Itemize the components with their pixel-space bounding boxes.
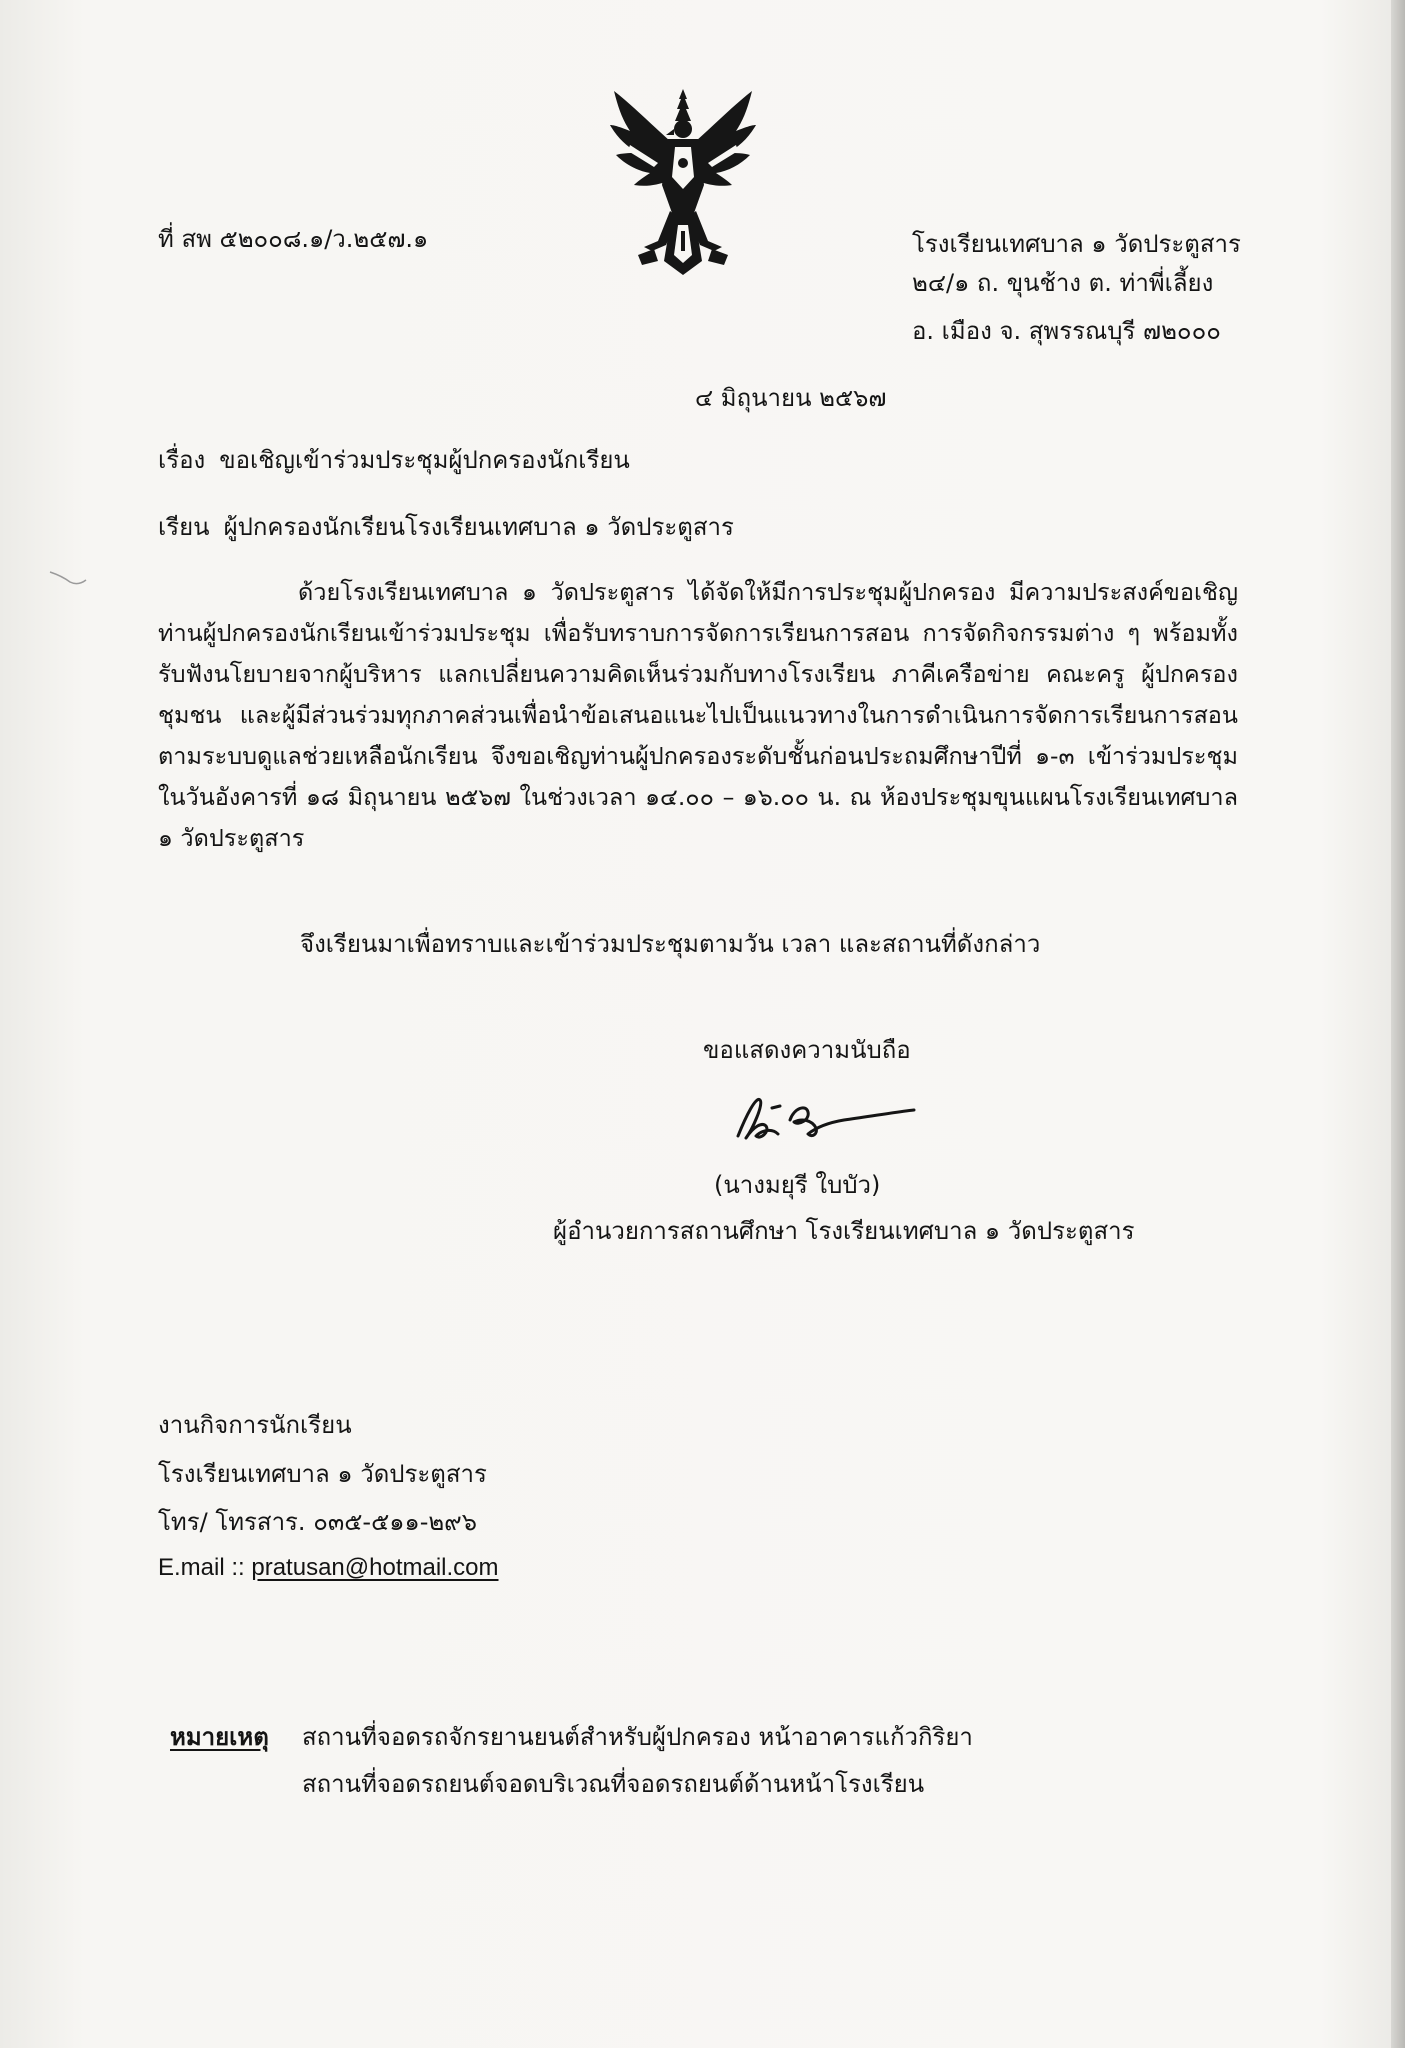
salutation-line (158, 512, 734, 542)
letter-body: ด้วยโรงเรียนเทศบาล ๑ วัดประตูสาร ได้จัดให้มีการประชุมผู้ปกครอง มีความประสงค์ขอเชิญท่านผู้ปกครองนักเรียนเข้าร่วมประชุม เพื่อรับทราบการจัดการเรียนการสอน การจัดกิจกรรมต่าง ๆ พร้อมทั้งรับฟังนโยบายจากผู้บริหาร แลกเปลี่ยนความคิดเห็นร่วมกับทางโรงเรียน ภาคีเครือข่าย คณะครู ผู้ปกครอง ชุมชน และผู้มีส่วนร่วมทุกภาคส่วนเพื่อนำข้อเสนอแนะไปเป็นแนวทางในการดำเนินการจัดการเรียนการสอนตามระบบดูแลช่วยเหลือนักเรียน จึงขอเชิญท่านผู้ปกครองระดับชั้นก่อนประถมศึกษาปีที่ ๑-๓ เข้าร่วมประชุม ในวันอังคารที่ ๑๘ มิถุนายน ๒๕๖๗ ในช่วงเวลา ๑๔.๐๐ – ๑๖.๐๐ น. ณ ห้องประชุมขุนแผนโรงเรียนเทศบาล ๑ วัดประตูสาร (158, 578, 1238, 852)
contact-phone: โทร/ โทรสาร. ๐๓๕-๕๑๑-๒๙๖ (158, 1508, 477, 1536)
subject-label: เรื่อง (158, 446, 206, 474)
contact-email-line (158, 1553, 499, 1583)
salutation-label: เรียน (158, 513, 210, 541)
salutation-text: ผู้ปกครองนักเรียนโรงเรียนเทศบาล ๑ วัดประตูสาร (223, 513, 734, 541)
stray-mark-icon (48, 568, 88, 588)
signer-position: ผู้อำนวยการสถานศึกษา โรงเรียนเทศบาล ๑ วัดประตูสาร (553, 1217, 1135, 1245)
handwritten-signature (732, 1086, 917, 1148)
signer-name: (นางมยุรี ใบบัว) (714, 1171, 881, 1199)
email-link[interactable]: pratusan@hotmail.com (251, 1554, 499, 1581)
email-label: E.mail :: (158, 1554, 245, 1581)
closing-greeting: ขอแสดงความนับถือ (703, 1036, 911, 1064)
document-number: ที่ สพ ๕๒๐๐๘.๑/ว.๒๕๗.๑ (158, 225, 429, 253)
note-line-1: สถานที่จอดรถจักรยานยนต์สำหรับผู้ปกครอง หน้าอาคารแก้วกิริยา (302, 1723, 973, 1751)
page-edge-shadow (1391, 0, 1405, 2048)
subject-text: ขอเชิญเข้าร่วมประชุมผู้ปกครองนักเรียน (219, 446, 630, 474)
note-label: หมายเหตุ (170, 1723, 269, 1751)
letter-date: ๔ มิถุนายน ๒๕๖๗ (695, 384, 887, 412)
note-line-2: สถานที่จอดรถยนต์จอดบริเวณที่จอดรถยนต์ด้านหน้าโรงเรียน (302, 1770, 925, 1798)
sender-address-line-3: อ. เมือง จ. สุพรรณบุรี ๗๒๐๐๐ (912, 317, 1221, 345)
sender-address-line-2: ๒๔/๑ ถ. ขุนช้าง ต. ท่าพี่เลี้ยง (912, 269, 1214, 297)
sender-address-line-1: โรงเรียนเทศบาล ๑ วัดประตูสาร (912, 230, 1241, 258)
closing-sentence: จึงเรียนมาเพื่อทราบและเข้าร่วมประชุมตามวัน เวลา และสถานที่ดังกล่าว (300, 930, 1041, 958)
contact-school: โรงเรียนเทศบาล ๑ วัดประตูสาร (158, 1460, 487, 1488)
garuda-emblem-icon (608, 85, 758, 280)
subject-line (158, 445, 630, 475)
contact-department: งานกิจการนักเรียน (158, 1411, 352, 1439)
